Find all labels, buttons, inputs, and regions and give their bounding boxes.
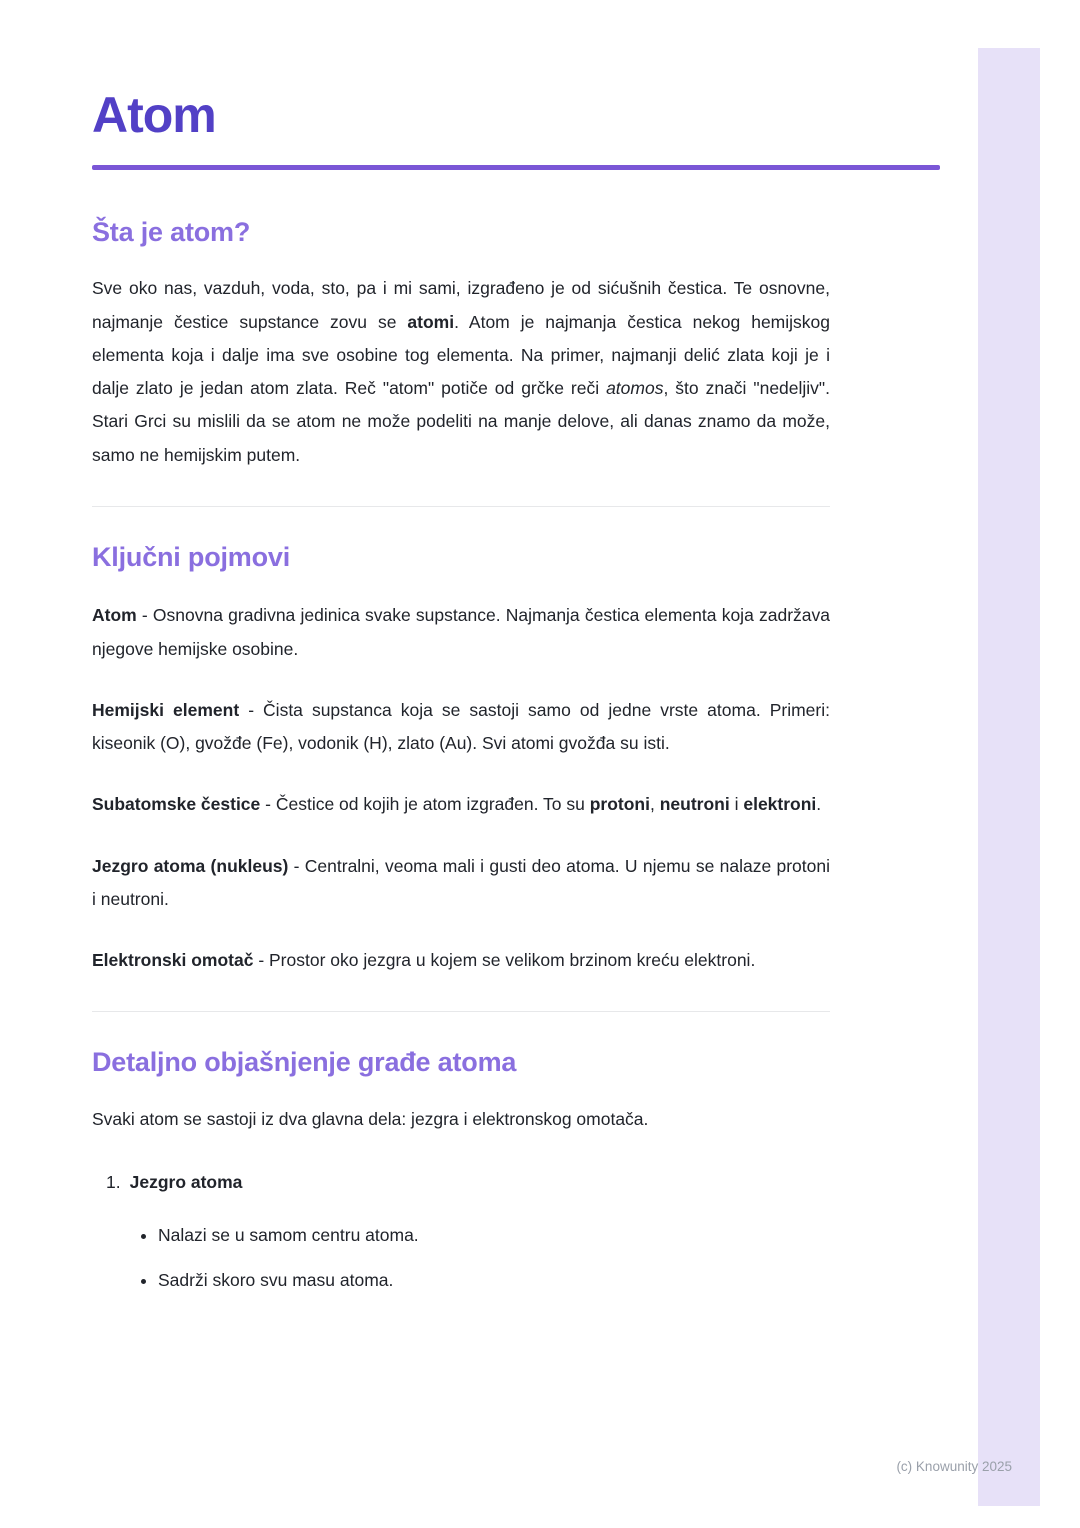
page-edge-strip [978, 48, 1040, 1506]
section-divider [92, 1011, 830, 1012]
definition-chemical-element: Hemijski element - Čista supstanca koja se sastoji samo od jedne vrste atoma. Primeri: kiseonik (O), gvožđe (Fe), vodonik (H), zlato (Au). Svi atomi gvožđa su isti. [92, 699, 830, 754]
section-heading-what-is-atom: Šta je atom? [92, 217, 251, 247]
section-what-is-atom [92, 216, 940, 472]
definition-subatomic-particles: Subatomske čestice - Čestice od kojih je atom izgrađen. To su protoni, neutroni i elektroni. [92, 794, 822, 815]
title-divider [92, 165, 940, 170]
page-title: Atom [92, 87, 216, 143]
definition-atom: Atom - Osnovna gradivna jedinica svake supstance. Najmanja čestica elementa koja zadržava njegove hemijske osobine. [92, 605, 830, 659]
item-number: 1. [106, 1171, 121, 1192]
bullet-list [92, 1219, 812, 1298]
section-heading-key-terms: Ključni pojmovi [92, 541, 291, 572]
copyright-footer: (c) Knowunity 2025 [896, 1459, 1012, 1474]
section-key-terms [92, 541, 940, 977]
numbered-item-nucleus [106, 1166, 940, 1199]
section-heading-atom-structure: Detaljno objašnjenje građe atoma [92, 1047, 517, 1078]
definition-nucleus: Jezgro atoma (nukleus) - Centralni, veoma mali i gusti deo atoma. U njemu se nalaze protoni i neutroni. [92, 855, 830, 909]
bullet-item: • Sadrži skoro svu masu atoma. [158, 1264, 812, 1297]
structure-intro-paragraph: Svaki atom se sastoji iz dva glavna dela: jezgra i elektronskog omotača. [92, 1108, 649, 1129]
document-content [92, 0, 940, 1298]
item-title: Jezgro atoma [129, 1171, 243, 1192]
section-atom-structure [92, 1046, 940, 1297]
intro-paragraph: Sve oko nas, vazduh, voda, sto, pa i mi sami, izgrađeno je od sićušnih čestica. Te osnovne, najmanje čestice supstance zovu se atomi. Atom je najmanja čestica nekog hemijskog elementa koja i dalje ima sve osobine tog elementa. Na primer, najmanji delić zlata koji je i dalje zlato je jedan atom zlata. Reč "atom" potiče od grčke reči atomos, što znači "nedeljiv". Stari Grci su mislili da se atom ne može podeliti na manje delove, ali danas znamo da može, samo ne hemijskim putem. [92, 278, 830, 465]
section-divider [92, 506, 830, 507]
bullet-item: • Nalazi se u samom centru atoma. [158, 1219, 812, 1252]
definition-electron-shell: Elektronski omotač - Prostor oko jezgra u kojem se velikom brzinom kreću elektroni. [92, 950, 756, 971]
